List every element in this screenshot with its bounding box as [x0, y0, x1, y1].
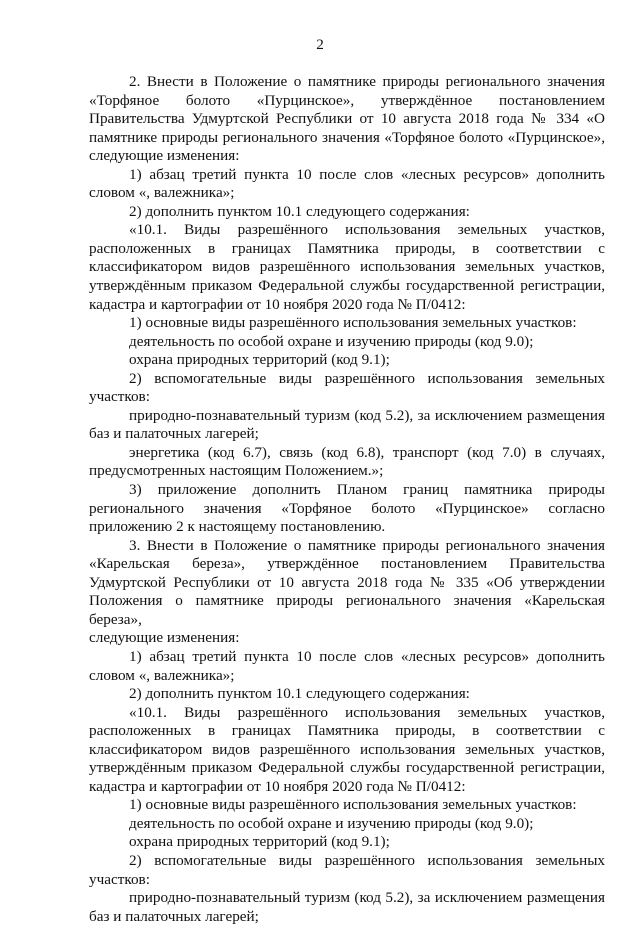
text-line: следующие изменения: — [89, 629, 240, 647]
text-line: 2) дополнить пунктом 10.1 следующего содержания: — [129, 685, 470, 703]
paragraph — [89, 685, 605, 704]
text-line: 2) дополнить пунктом 10.1 следующего содержания: — [129, 202, 470, 220]
text-line: энергетика (код 6.7), связь (код 6.8), транспорт (код 7.0) в случаях, — [129, 443, 605, 461]
text-line: следующие изменения: — [89, 147, 240, 165]
text-line: «10.1. Виды разрешённого использования земельных участков, — [129, 703, 605, 721]
paragraph — [89, 351, 605, 370]
text-line: 2. Внести в Положение о памятнике природы регионального значения — [129, 73, 605, 90]
paragraph — [89, 852, 605, 889]
text-line: баз и палаточных лагерей; — [89, 907, 259, 925]
paragraph — [89, 370, 605, 407]
paragraph — [89, 704, 605, 797]
paragraph — [89, 815, 605, 834]
text-line: участков: — [89, 388, 150, 406]
paragraph — [89, 407, 605, 444]
text-line: кадастра и картографии от 10 ноября 2020 года № П/0412: — [89, 295, 466, 313]
text-line: утверждённым приказом Федеральной службы государственной регистрации, — [89, 759, 605, 777]
paragraph — [89, 796, 605, 815]
paragraph — [89, 648, 605, 685]
text-line: 3. Внести в Положение о памятнике природы регионального значения — [129, 536, 605, 554]
text-line: приложению 2 к настоящему постановлению. — [89, 518, 386, 536]
text-line: словом «, валежника»; — [89, 666, 235, 684]
text-line: охрана природных территорий (код 9.1); — [129, 351, 390, 369]
text-line: расположенных в границах Памятника природы, в соответствии с — [89, 722, 605, 740]
text-line: 1) абзац третий пункта 10 после слов «лесных ресурсов» дополнить — [129, 647, 605, 665]
text-line: охрана природных территорий (код 9.1); — [129, 833, 390, 851]
text-line: 2) вспомогательные виды разрешённого использования земельных — [129, 369, 605, 387]
text-line: природно-познавательный туризм (код 5.2), за исключением размещения — [129, 889, 605, 907]
text-line: природно-познавательный туризм (код 5.2), за исключением размещения — [129, 406, 605, 424]
text-line: Правительства Удмуртской Республики от 10 августа 2018 года № 334 «О — [89, 110, 605, 128]
text-line: классификатором видов разрешённого использования земельных участков, — [89, 258, 605, 276]
text-line: предусмотренных настоящим Положением.»; — [89, 462, 384, 480]
paragraph — [89, 333, 605, 352]
text-line: Положения о памятнике природы регионального значения «Карельская береза», — [89, 592, 605, 628]
paragraph — [89, 221, 605, 314]
text-line: участков: — [89, 870, 150, 888]
page-number: 2 — [316, 36, 324, 53]
paragraph — [89, 833, 605, 852]
text-line: 1) основные виды разрешённого использования земельных участков: — [129, 796, 577, 814]
text-line: памятнике природы регионального значения «Торфяное болото «Пурцинское», — [89, 128, 605, 146]
paragraph — [89, 444, 605, 481]
text-line: регионального значения «Торфяное болото «Пурцинское» согласно — [89, 499, 605, 517]
document-body — [89, 73, 605, 926]
text-line: 2) вспомогательные виды разрешённого использования земельных — [129, 851, 605, 869]
text-line: баз и палаточных лагерей; — [89, 425, 259, 443]
text-line: «Карельская береза», утверждённое постановлением Правительства — [89, 555, 605, 573]
paragraph — [89, 481, 605, 537]
text-line: расположенных в границах Памятника природы, в соответствии с — [89, 239, 605, 257]
text-line: «Торфяное болото «Пурцинское», утверждённое постановлением — [89, 91, 605, 109]
paragraph — [89, 314, 605, 333]
text-line: деятельность по особой охране и изучению природы (код 9.0); — [129, 332, 534, 350]
text-line: классификатором видов разрешённого использования земельных участков, — [89, 740, 605, 758]
text-line: словом «, валежника»; — [89, 184, 235, 202]
text-line: 1) основные виды разрешённого использования земельных участков: — [129, 314, 577, 332]
paragraph — [89, 203, 605, 222]
paragraph — [89, 537, 605, 648]
text-line: деятельность по особой охране и изучению природы (код 9.0); — [129, 814, 534, 832]
paragraph — [89, 889, 605, 926]
text-line: 3) приложение дополнить Планом границ памятника природы — [129, 481, 605, 499]
text-line: утверждённым приказом Федеральной службы государственной регистрации, — [89, 277, 605, 295]
text-line: 1) абзац третий пункта 10 после слов «лесных ресурсов» дополнить — [129, 165, 605, 183]
text-line: «10.1. Виды разрешённого использования земельных участков, — [129, 221, 605, 239]
paragraph — [89, 166, 605, 203]
text-line: кадастра и картографии от 10 ноября 2020 года № П/0412: — [89, 777, 466, 795]
text-line: Удмуртской Республики от 10 августа 2018 года № 335 «Об утверждении — [89, 573, 605, 591]
paragraph — [89, 73, 605, 166]
